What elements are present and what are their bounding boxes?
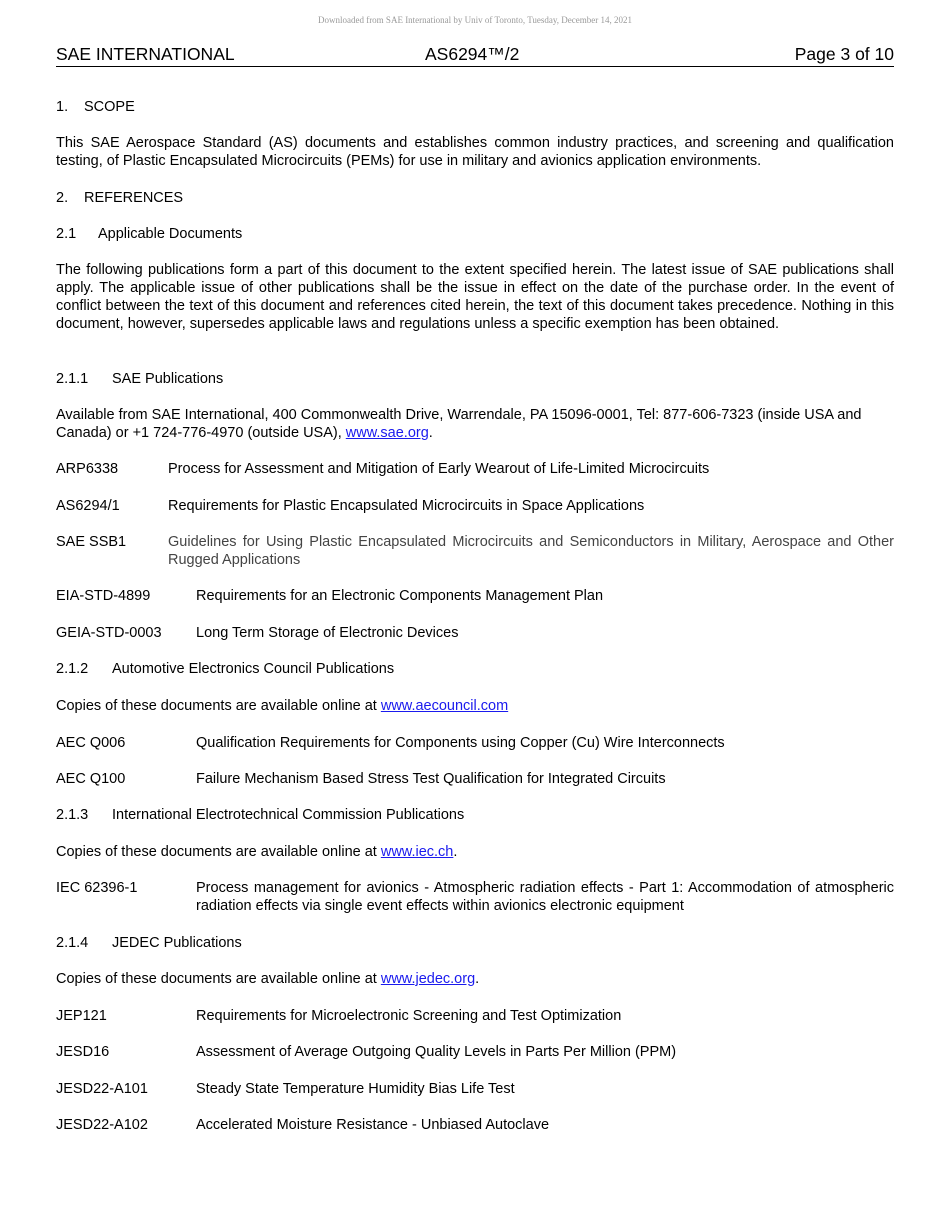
reference-item [56,879,894,915]
subsection-number: 2.1.3 [56,807,89,823]
header-page-number: Page 3 of 10 [794,44,894,64]
reference-title: Assessment of Average Outgoing Quality Levels in Parts Per Million (PPM) [196,1044,677,1060]
subsection-title: JEDEC Publications [112,935,242,951]
reference-title: Process for Assessment and Mitigation of Early Wearout of Life-Limited Microcircuits [168,461,710,477]
reference-title: Process management for avionics - Atmospheric radiation effects - Part 1: Accommodation of atmospheric radiation effects via single event effects within avionics electronic equipment [196,880,894,914]
iec-availability-paragraph [56,843,894,861]
availability-text: Copies of these documents are available online at [56,844,381,860]
reference-title: Failure Mechanism Based Stress Test Qualification for Integrated Circuits [196,771,666,787]
jedec-availability-paragraph [56,970,894,988]
section-number: 2. [56,190,69,206]
reference-title: Qualification Requirements for Components using Copper (Cu) Wire Interconnects [196,735,725,751]
subsection-number: 2.1.2 [56,661,89,677]
reference-code: JESD16 [56,1044,110,1060]
section-number: 1. [56,99,69,115]
jedec-website-link[interactable]: www.jedec.org [380,971,476,987]
reference-code: AEC Q100 [56,771,126,787]
section-heading-scope [56,98,894,116]
reference-item [56,1043,894,1061]
availability-text: Copies of these documents are available online at [56,971,381,987]
availability-text-end: . [428,425,433,441]
reference-title: Guidelines for Using Plastic Encapsulated Microcircuits and Semiconductors in Military, Aerospace and Other Rugged Applications [168,534,894,568]
section-title: REFERENCES [84,190,184,206]
reference-code: EIA-STD-4899 [56,588,151,604]
reference-title: Requirements for Plastic Encapsulated Microcircuits in Space Applications [168,498,645,514]
subsection-title: SAE Publications [112,371,224,387]
aec-website-link[interactable]: www.aecouncil.com [380,698,509,714]
applicable-documents-paragraph: The following publications form a part of this document to the extent specified herein. The latest issue of SAE publications shall apply. The applicable issue of other publications shall be the issue in effect on the date of the purchase order. In the event of conflict between the text of this document and references cited herein, the text of this document takes precedence. Nothing in this document, however, supersedes applicable laws and regulations unless a specific exemption has been obtained. [56,262,894,332]
reference-item [56,1080,894,1098]
download-watermark: Downloaded from SAE International by Univ of Toronto, Tuesday, December 14, 2021 [317,15,633,25]
subsection-heading-jedec-publications [56,934,894,952]
reference-title: Steady State Temperature Humidity Bias Life Test [196,1081,515,1097]
subsection-title: Automotive Electronics Council Publications [112,661,395,677]
reference-item [56,1116,894,1134]
reference-code: SAE SSB1 [56,534,127,550]
subsection-number: 2.1 [56,226,77,242]
subsection-title: International Electrotechnical Commission Publications [112,807,465,823]
availability-text-end: . [453,844,458,860]
subsection-heading-iec-publications [56,806,894,824]
reference-item [56,624,894,642]
reference-item [56,587,894,605]
subsection-heading-applicable-documents [56,225,894,243]
availability-text: Copies of these documents are available online at [56,698,381,714]
section-title: SCOPE [84,99,135,115]
reference-item [56,770,894,788]
section-heading-references [56,189,894,207]
reference-title: Requirements for an Electronic Components Management Plan [196,588,604,604]
sae-availability-paragraph [56,406,894,442]
availability-text-end: . [475,971,480,987]
reference-item [56,734,894,752]
subsection-heading-sae-publications [56,370,894,388]
page-header [56,44,894,67]
reference-code: AS6294/1 [56,498,120,514]
aec-availability-paragraph [56,697,894,715]
reference-code: JEP121 [56,1008,107,1024]
header-document-id: AS6294™/2 [425,44,520,64]
reference-code: ARP6338 [56,461,119,477]
subsection-heading-aec-publications [56,660,894,678]
reference-item [56,1007,894,1025]
availability-text: Available from SAE International, 400 Commonwealth Drive, Warrendale, PA 15096-0001, Tel: 877-606-7323 (inside USA and Canada) or +1 724-776-4970 (outside USA), [56,407,862,441]
reference-code: AEC Q006 [56,735,126,751]
reference-title: Long Term Storage of Electronic Devices [196,625,459,641]
reference-code: JESD22-A101 [56,1081,148,1097]
subsection-number: 2.1.4 [56,935,89,951]
header-organization: SAE INTERNATIONAL [56,44,235,64]
reference-title: Accelerated Moisture Resistance - Unbiased Autoclave [196,1117,550,1133]
scope-paragraph: This SAE Aerospace Standard (AS) documents and establishes common industry practices, and screening and qualification testing, of Plastic Encapsulated Microcircuits (PEMs) for use in military and avionics application environments. [56,135,894,169]
reference-title: Requirements for Microelectronic Screening and Test Optimization [196,1008,622,1024]
reference-code: IEC 62396-1 [56,880,138,896]
reference-code: GEIA-STD-0003 [56,625,162,641]
reference-item [56,497,894,515]
iec-website-link[interactable]: www.iec.ch [380,844,454,860]
reference-code: JESD22-A102 [56,1117,148,1133]
sae-website-link[interactable]: www.sae.org [345,425,429,441]
subsection-number: 2.1.1 [56,371,89,387]
subsection-title: Applicable Documents [98,226,243,242]
reference-item [56,460,894,478]
reference-item [56,533,894,569]
